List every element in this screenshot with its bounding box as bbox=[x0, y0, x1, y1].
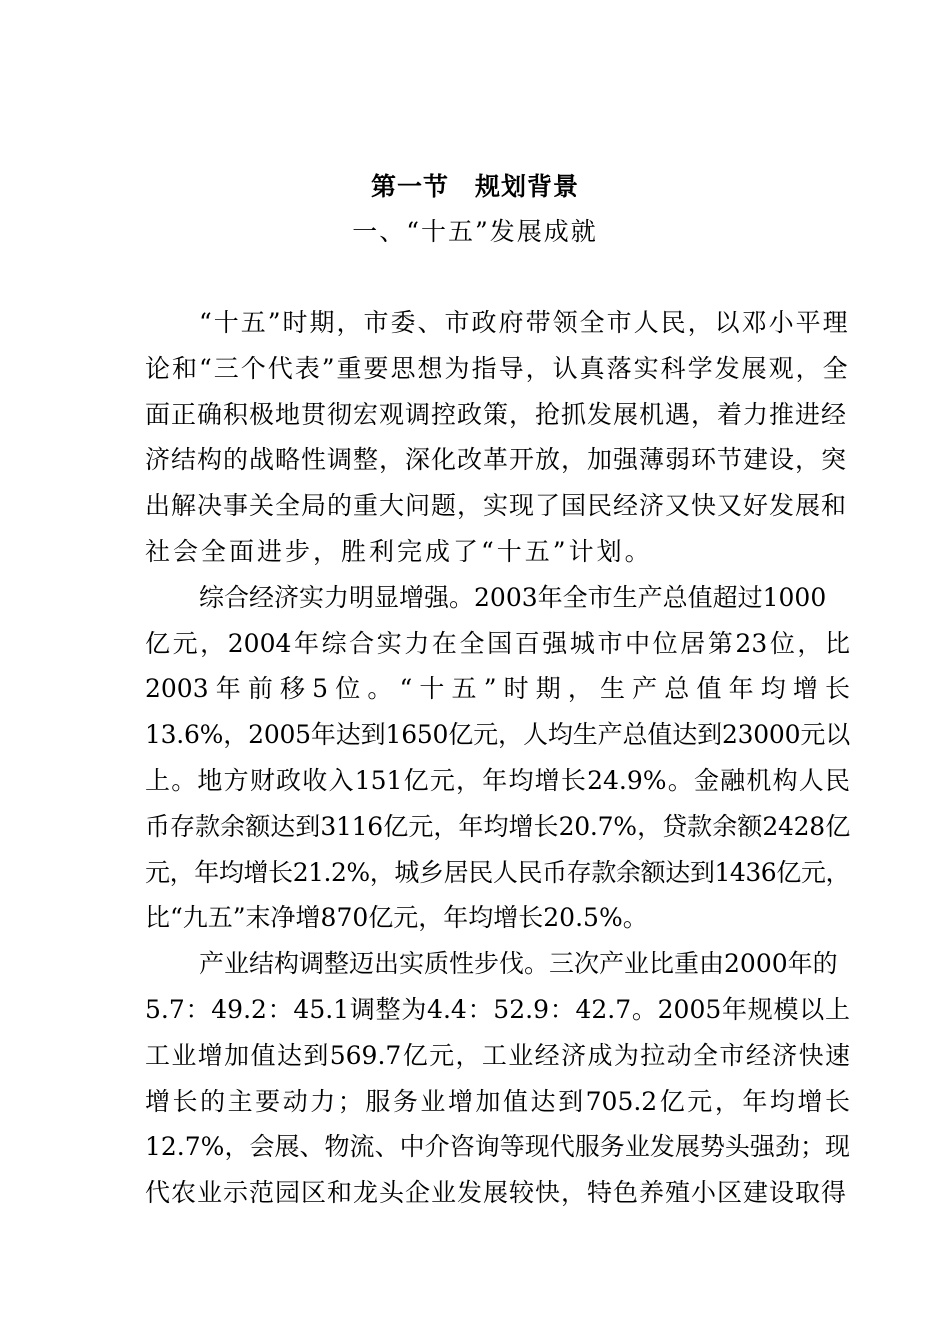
section-title: 第一节 规划背景 bbox=[370, 172, 579, 201]
paragraph-line: 产业结构调整迈出实质性步伐。三次产业比重由2000年的 bbox=[199, 949, 838, 979]
paragraph-line: 5.7：49.2：45.1调整为4.4：52.9：42.7。2005年规模以上 bbox=[145, 994, 850, 1024]
paragraph-line: 增长的主要动力；服务业增加值达到705.2亿元，年均增长 bbox=[145, 1086, 850, 1116]
paragraph-line: 社会全面进步，胜利完成了“十五”计划。 bbox=[145, 536, 653, 566]
body-text bbox=[145, 300, 850, 1216]
paragraph-line: 13.6%，2005年达到1650亿元，人均生产总值达到23000元以 bbox=[145, 720, 850, 750]
subsection-title: 一、“十五”发展成就 bbox=[352, 217, 598, 246]
paragraph-line: 论和“三个代表”重要思想为指导，认真落实科学发展观，全 bbox=[145, 353, 850, 383]
paragraph-line: 上。地方财政收入151亿元，年均增长24.9%。金融机构人民 bbox=[145, 765, 850, 795]
paragraph-line: 出解决事关全局的重大问题，实现了国民经济又快又好发展和 bbox=[145, 491, 848, 521]
paragraph-line: 亿元，2004年综合实力在全国百强城市中位居第23位，比 bbox=[145, 628, 850, 658]
paragraph-line: 比“九五”末净增870亿元，年均增长20.5%。 bbox=[145, 903, 648, 933]
paragraph-line: 币存款余额达到3116亿元，年均增长20.7%，贷款余额2428亿 bbox=[145, 811, 850, 841]
paragraph-line: 综合经济实力明显增强。2003年全市生产总值超过1000 bbox=[199, 582, 827, 612]
paragraph-line: “十五”时期，市委、市政府带领全市人民，以邓小平理 bbox=[199, 308, 850, 337]
paragraph-line: 工业增加值达到569.7亿元，工业经济成为拉动全市经济快速 bbox=[145, 1040, 850, 1070]
paragraph-line: 代农业示范园区和龙头企业发展较快，特色养殖小区建设取得 bbox=[145, 1178, 848, 1208]
paragraph-line: 元，年均增长21.2%，城乡居民人民币存款余额达到1436亿元， bbox=[145, 857, 850, 887]
paragraph-line: 面正确积极地贯彻宏观调控政策，抢抓发展机遇，着力推进经 bbox=[145, 399, 848, 429]
paragraph-line: 济结构的战略性调整，深化改革开放，加强薄弱环节建设，突 bbox=[145, 445, 848, 475]
paragraph-line: 12.7%，会展、物流、中介咨询等现代服务业发展势头强劲；现 bbox=[145, 1132, 850, 1162]
paragraph-line: 2003年前移5位。“十五”时期，生产总值年均增长 bbox=[145, 674, 850, 704]
